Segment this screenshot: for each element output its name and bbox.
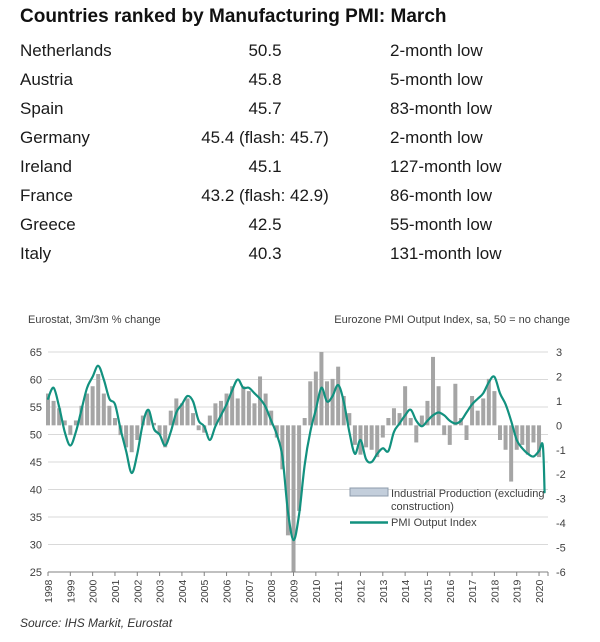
axis-tick-label: -6 bbox=[556, 567, 566, 579]
axis-tick-label: 45 bbox=[29, 457, 42, 469]
axis-tick-label: 2009 bbox=[288, 579, 301, 603]
bar-swatch-icon bbox=[350, 488, 388, 496]
axis-tick-label: -5 bbox=[556, 542, 566, 555]
axis-tick-label: 65 bbox=[29, 347, 42, 359]
axis-tick-label: -4 bbox=[556, 518, 566, 531]
country-cell: Ireland bbox=[20, 156, 72, 176]
note-cell: 2-month low bbox=[390, 127, 483, 147]
table-row bbox=[20, 239, 586, 268]
axis-tick-label: 2015 bbox=[422, 579, 435, 603]
axis-tick-label: 2010 bbox=[310, 579, 323, 603]
axis-tick-label: 2005 bbox=[199, 579, 212, 603]
note-cell: 131-month low bbox=[390, 243, 502, 263]
table-row bbox=[20, 123, 586, 152]
table-row bbox=[20, 65, 586, 94]
axis-tick-label: 2013 bbox=[377, 579, 390, 603]
axis-tick-label: 50 bbox=[29, 429, 42, 442]
right-axis-labels bbox=[556, 347, 566, 579]
table-row bbox=[20, 152, 586, 181]
axis-tick-label: 2006 bbox=[221, 579, 234, 603]
left-axis-title: Eurostat, 3m/3m % change bbox=[28, 314, 161, 326]
country-cell: Austria bbox=[20, 69, 73, 89]
pmi-ranking-table bbox=[20, 36, 586, 268]
axis-tick-label: 2018 bbox=[489, 579, 502, 603]
axis-tick-label: 2014 bbox=[400, 579, 413, 603]
country-cell: Germany bbox=[20, 127, 90, 147]
note-cell: 127-month low bbox=[390, 156, 502, 176]
axis-tick-label: 25 bbox=[29, 567, 42, 579]
axis-tick-label: 30 bbox=[29, 539, 42, 552]
note-cell: 83-month low bbox=[390, 98, 493, 118]
note-cell: 5-month low bbox=[390, 69, 483, 89]
axis-tick-label: 55 bbox=[29, 402, 42, 414]
note-cell: 86-month low bbox=[390, 185, 493, 205]
country-cell: Greece bbox=[20, 214, 76, 234]
value-cell: 45.8 bbox=[248, 69, 282, 89]
page-title: Countries ranked by Manufacturing PMI: March bbox=[20, 6, 447, 27]
axis-tick-label: 1 bbox=[556, 395, 563, 408]
axis-tick-label: 2017 bbox=[467, 579, 480, 603]
axis-tick-label: 2020 bbox=[534, 579, 546, 603]
country-cell: France bbox=[20, 185, 73, 205]
value-cell: 45.1 bbox=[248, 156, 282, 176]
axis-tick-label: 2004 bbox=[176, 579, 189, 603]
country-cell: Spain bbox=[20, 98, 64, 118]
x-axis bbox=[48, 572, 548, 576]
axis-tick-label: 35 bbox=[29, 512, 42, 524]
table-row bbox=[20, 36, 586, 65]
axis-tick-label: -2 bbox=[556, 469, 566, 482]
axis-tick-label: 2001 bbox=[110, 579, 122, 603]
note-cell: 55-month low bbox=[390, 214, 493, 234]
table-row bbox=[20, 94, 586, 123]
axis-tick-label: 3 bbox=[556, 347, 563, 359]
axis-tick-label: 0 bbox=[556, 420, 563, 433]
value-cell: 50.5 bbox=[248, 40, 282, 60]
legend-label: Industrial Production (excluding bbox=[391, 488, 545, 500]
country-cell: Netherlands bbox=[20, 40, 112, 60]
axis-tick-label: 2008 bbox=[266, 579, 279, 603]
legend-label: PMI Output Index bbox=[391, 517, 477, 529]
axis-tick-label: 2003 bbox=[154, 579, 167, 603]
value-cell: 43.2 (flash: 42.9) bbox=[201, 185, 329, 205]
table-row bbox=[20, 210, 586, 239]
value-cell: 42.5 bbox=[248, 214, 282, 234]
pmi-industrial-production-chart bbox=[0, 335, 600, 625]
right-axis-title: Eurozone PMI Output Index, sa, 50 = no change bbox=[334, 314, 570, 326]
axis-tick-label: 2011 bbox=[333, 580, 346, 603]
axis-tick-label: -1 bbox=[556, 444, 566, 457]
country-cell: Italy bbox=[20, 243, 52, 263]
axis-tick-label: 2016 bbox=[444, 579, 457, 603]
pmi-output-index-line bbox=[48, 366, 545, 540]
note-cell: 2-month low bbox=[390, 40, 483, 60]
value-cell: 45.4 (flash: 45.7) bbox=[201, 127, 329, 147]
axis-tick-label: 2012 bbox=[355, 579, 368, 603]
x-axis-year-labels bbox=[43, 579, 546, 603]
axis-tick-label: 1999 bbox=[65, 579, 78, 603]
left-axis-labels bbox=[30, 347, 42, 579]
axis-tick-label: 2002 bbox=[132, 579, 145, 603]
axis-tick-label: -3 bbox=[556, 493, 566, 506]
axis-tick-label: 2007 bbox=[243, 579, 256, 603]
axis-tick-label: 2019 bbox=[511, 579, 524, 603]
table-row bbox=[20, 181, 586, 210]
source-note: Source: IHS Markit, Eurostat bbox=[20, 616, 173, 630]
legend bbox=[350, 488, 544, 529]
value-cell: 40.3 bbox=[248, 243, 282, 263]
axis-tick-label: 60 bbox=[29, 374, 42, 387]
axis-tick-label: 2 bbox=[556, 371, 563, 384]
legend-label: construction) bbox=[391, 501, 454, 513]
value-cell: 45.7 bbox=[248, 98, 282, 118]
axis-tick-label: 40 bbox=[29, 484, 42, 497]
axis-tick-label: 2000 bbox=[87, 579, 100, 603]
axis-tick-label: 1998 bbox=[43, 579, 55, 603]
